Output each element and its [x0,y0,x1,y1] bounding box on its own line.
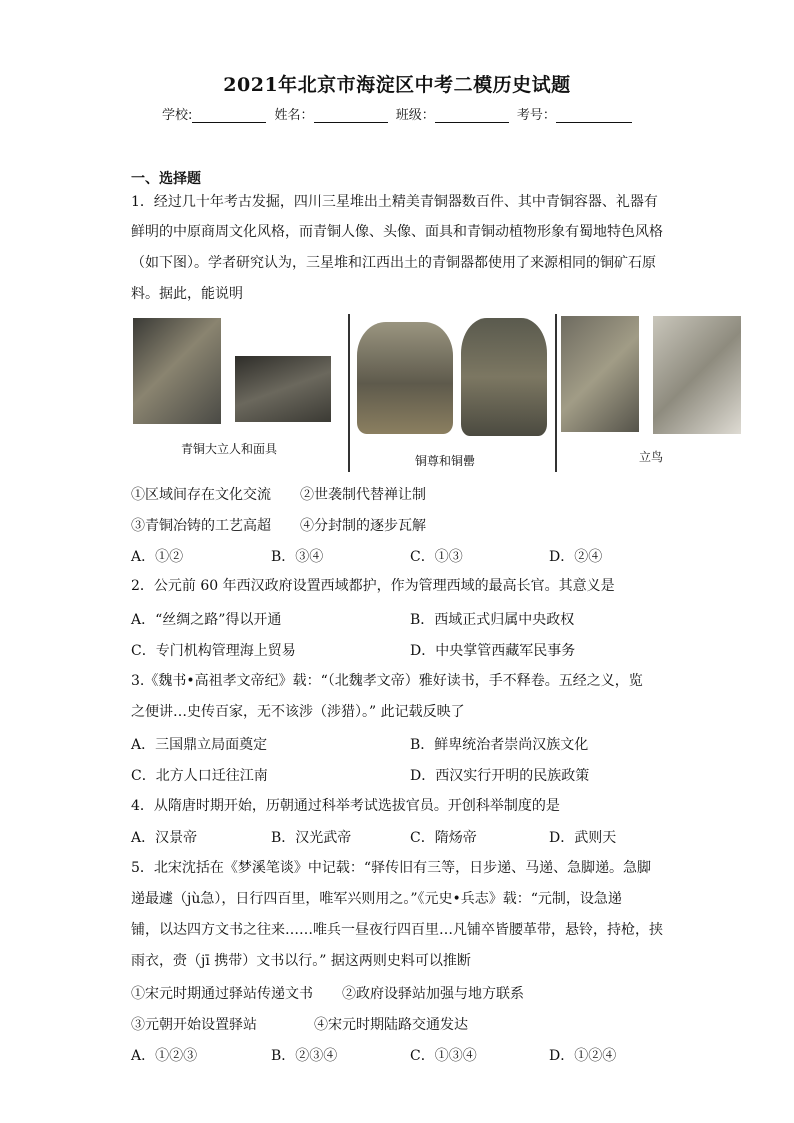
q5-option-c[interactable]: C．①③④ [410,1048,477,1064]
bronze-zun-photo [357,322,453,434]
q5-statement-4: ④宋元时期陆路交通发达 [314,1017,468,1033]
figure-divider-1 [348,314,350,472]
q3-option-d[interactable]: D．西汉实行开明的民族政策 [410,768,590,784]
bronze-mask-photo [235,356,331,422]
q1-option-d[interactable]: D．②④ [549,549,603,565]
bronze-figure-photo [133,318,221,424]
q2-option-a[interactable]: A．“丝绸之路”得以开通 [131,612,282,628]
bronze-lei-photo [461,318,547,436]
q1-line-3: （如下图）。学者研究认为，三星堆和江西出土的青铜器都使用了来源相同的铜矿石原 [131,255,656,271]
q5-line-2: 递最遽（jù急），日行四百里，唯军兴则用之。”《元史•兵志》载：“元制，设急递 [131,891,622,907]
q1-option-b[interactable]: B．③④ [271,549,324,565]
q5-line-1: 5．北宋沈括在《梦溪笔谈》中记载：“驿传旧有三等，日步递、马递、急脚递。急脚 [131,860,652,876]
q4-option-a[interactable]: A．汉景帝 [131,830,198,846]
q1-option-a[interactable]: A．①② [131,549,184,565]
school-label: 学校: [162,108,193,123]
number-blank[interactable] [556,109,632,123]
q2-option-b[interactable]: B．西域正式归属中央政权 [410,612,575,628]
q3-option-c[interactable]: C．北方人口迁往江南 [131,768,268,784]
name-blank[interactable] [314,109,388,123]
bronze-bird-photo-2 [653,316,741,434]
q5-option-d[interactable]: D．①②④ [549,1048,617,1064]
q1-figure [131,312,741,477]
q5-statement-1: ①宋元时期通过驿站传递文书 [131,986,313,1002]
q2-option-c[interactable]: C．专门机构管理海上贸易 [131,643,296,659]
school-blank[interactable] [192,109,266,123]
q1-line-1: 1．经过几十年考古发掘，四川三星堆出土精美青铜器数百件、其中青铜容器、礼器有 [131,194,658,210]
student-info-line [162,104,636,123]
q5-line-4: 雨衣，赍（jī 携带）文书以行。” 据这两则史料可以推断 [131,953,471,969]
q1-line-2: 鲜明的中原商周文化风格，而青铜人像、头像、面具和青铜动植物形象有蜀地特色风格 [131,224,663,240]
caption-figure-mask: 青铜大立人和面具 [181,442,278,456]
q5-option-b[interactable]: B．②③④ [271,1048,338,1064]
figure-divider-2 [555,314,557,472]
q1-statement-3: ③青铜冶铸的工艺高超 [131,518,271,534]
q5-line-3: 铺，以达四方文书之往来……唯兵一昼夜行四百里…凡铺卒皆腰革带，悬铃，持枪，挟 [131,922,663,938]
q5-statement-3: ③元朝开始设置驿站 [131,1017,257,1033]
q1-statement-2: ②世袭制代替禅让制 [300,487,426,503]
q5-option-a[interactable]: A．①②③ [131,1048,198,1064]
q2-option-d[interactable]: D．中央掌管西藏军民事务 [410,643,576,659]
q4-option-b[interactable]: B．汉光武帝 [271,830,352,846]
number-label: 考号： [516,108,556,123]
class-blank[interactable] [435,109,509,123]
caption-zun-lei: 铜尊和铜罍 [415,454,476,468]
bronze-bird-photo-1 [561,316,639,432]
q2-line: 2．公元前 60 年西汉政府设置西域都护，作为管理西域的最高长官。其意义是 [131,578,615,594]
q4-option-d[interactable]: D．武则天 [549,830,617,846]
class-label: 班级： [395,108,435,123]
q4-line: 4．从隋唐时期开始，历朝通过科举考试选拔官员。开创科举制度的是 [131,798,560,814]
q3-option-a[interactable]: A．三国鼎立局面奠定 [131,737,268,753]
q1-statement-4: ④分封制的逐步瓦解 [300,518,426,534]
q3-line-1: 3.《魏书•高祖孝文帝纪》载：“（北魏孝文帝）雅好读书，手不释卷。五经之义，览 [131,673,643,689]
page-title: 2021年北京市海淀区中考二模历史试题 [223,74,571,96]
q1-line-4: 料。据此，能说明 [131,286,243,302]
caption-standing-bird: 立鸟 [639,450,664,464]
q5-statement-2: ②政府设驿站加强与地方联系 [342,986,524,1002]
section-title: 一、选择题 [131,171,201,187]
q1-statement-1: ①区域间存在文化交流 [131,487,271,503]
q3-line-2: 之便讲…史传百家，无不该涉（涉猎）。” 此记载反映了 [131,704,465,720]
name-label: 姓名： [274,108,314,123]
q1-option-c[interactable]: C．①③ [410,549,463,565]
q4-option-c[interactable]: C．隋炀帝 [410,830,477,846]
q3-option-b[interactable]: B．鲜卑统治者崇尚汉族文化 [410,737,589,753]
